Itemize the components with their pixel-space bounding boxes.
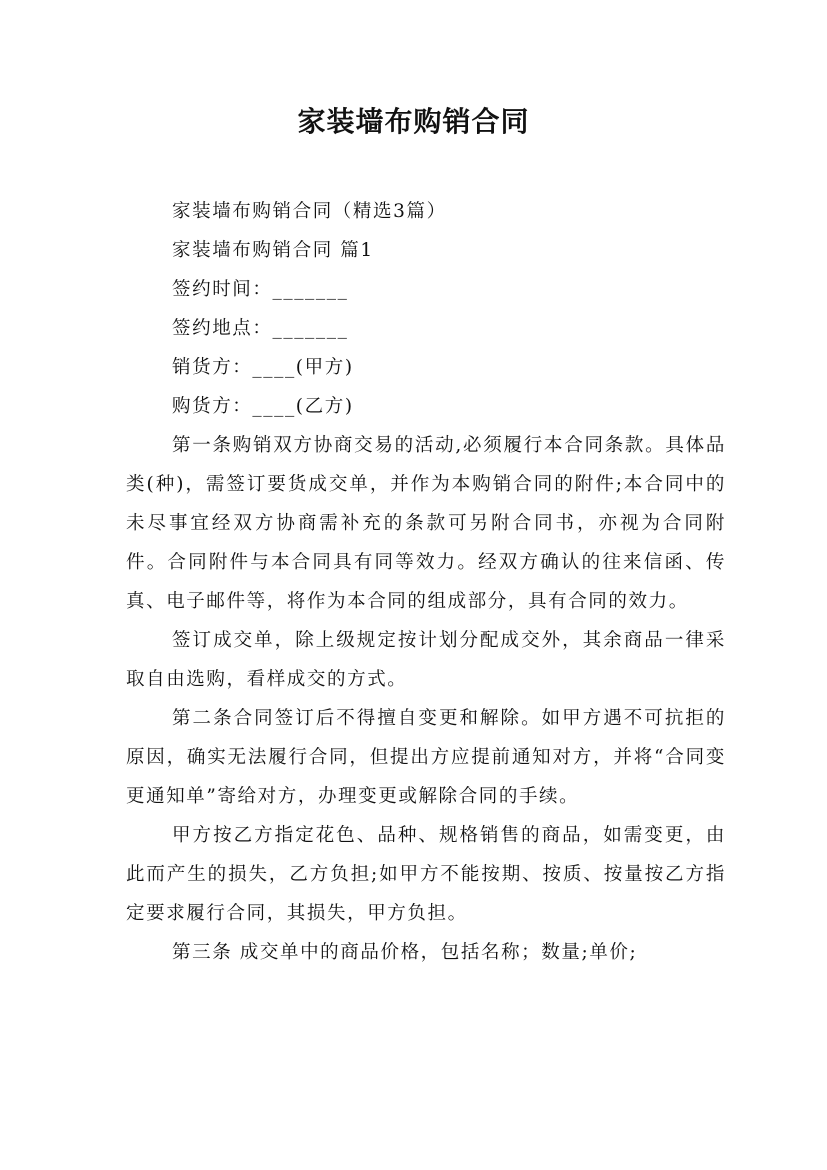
clause-paragraph: 甲方按乙方指定花色、品种、规格销售的商品，如需变更，由此而产生的损失，乙方负担;如甲方不能按期、按质、按量按乙方指定要求履行合同，其损失，甲方负担。 (126, 825, 726, 924)
document-title: 家装墙布购销合同 (297, 105, 530, 138)
signing-time-line: 签约时间：_______ (172, 279, 349, 300)
signing-place-line: 签约地点：_______ (172, 318, 349, 339)
clause-paragraph: 第一条购销双方协商交易的活动,必须履行本合同条款。具体品类(种)，需签订要货成交单，并作为本购销合同的附件;本合同中的未尽事宜经双方协商需补充的条款可另附合同书，亦视为合同附件。合同附件与本合同具有同等效力。经双方确认的往来信函、传真、电子邮件等，将作为本合同的组成部分，具有合同的效力。 (126, 435, 726, 612)
clause-paragraph: 签订成交单，除上级规定按计划分配成交外，其余商品一律采取自由选购，看样成交的方式。 (126, 630, 726, 690)
clause-paragraph: 第三条 成交单中的商品价格，包括名称；数量;单价; (172, 942, 638, 963)
buyer-line: 购货方：____(乙方) (172, 396, 354, 417)
section-heading: 家装墙布购销合同 篇1 (172, 240, 374, 261)
seller-line: 销货方：____(甲方) (172, 357, 354, 378)
subtitle-line: 家装墙布购销合同（精选3篇） (172, 201, 447, 222)
clause-paragraph: 第二条合同签订后不得擅自变更和解除。如甲方遇不可抗拒的原因，确实无法履行合同，但提出方应提前通知对方，并将“合同变更通知单”寄给对方，办理变更或解除合同的手续。 (126, 708, 726, 807)
document-body (126, 192, 726, 972)
